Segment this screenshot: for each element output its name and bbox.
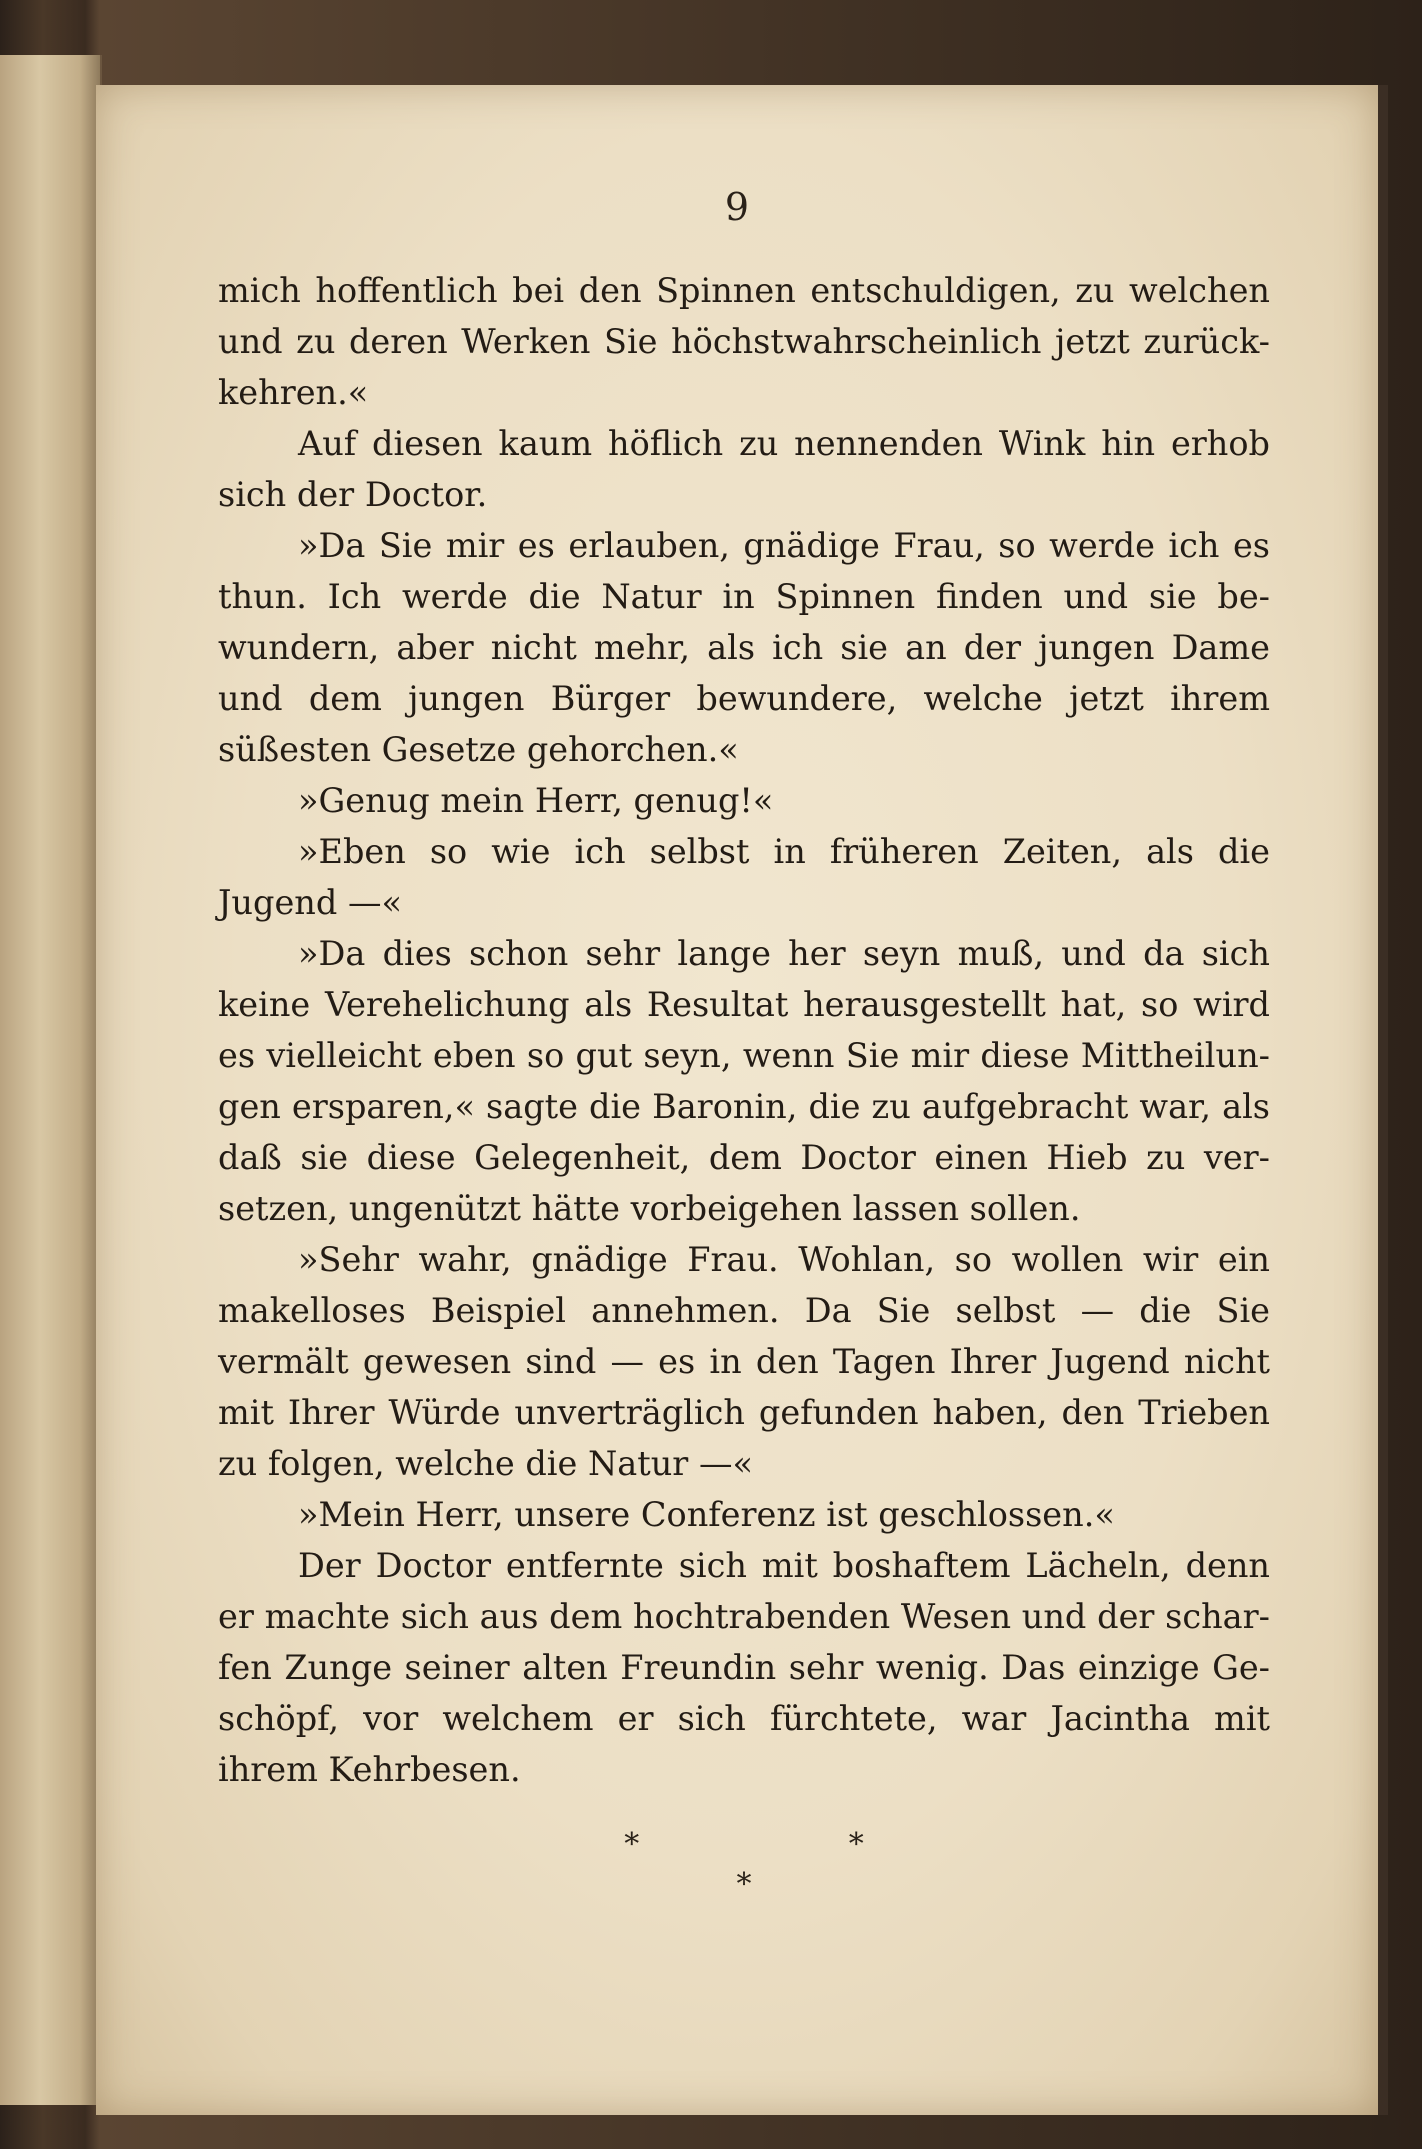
previous-page-edge (0, 55, 102, 2105)
paragraph: »Eben so wie ich selbst in früheren Zeiten, als die Jugend —« (218, 832, 1270, 922)
paragraph: »Da Sie mir es erlauben, gnädige Frau, so werde ich es thun. Ich werde die Natur in Spinnen finden und sie be-wundern, aber nicht mehr, als ich sie an der jungen Dame und dem jungen Bürger bewundere, welche jetzt ihrem süßesten Gesetze gehorchen.« (218, 526, 1270, 769)
section-separator (218, 1825, 1270, 1905)
paragraph: Auf diesen kaum höflich zu nennenden Wink hin erhob sich der Doctor. (218, 424, 1270, 514)
paragraph: »Genug mein Herr, genug!« (298, 781, 774, 820)
paragraph: »Sehr wahr, gnädige Frau. Wohlan, so wollen wir ein makelloses Beispiel annehmen. Da Sie selbst — die Sie vermält gewesen sind — es in den Tagen Ihrer Jugend nicht mit Ihrer Würde unverträglich gefunden haben, den Trieben zu folgen, welche die Natur —« (218, 1240, 1270, 1483)
paragraph: »Mein Herr, unsere Conferenz ist geschlossen.« (298, 1495, 1115, 1534)
book-page (96, 85, 1388, 2115)
paragraph: Der Doctor entfernte sich mit boshaftem Lächeln, denn er machte sich aus dem hochtrabenden Wesen und der schar-fen Zunge seiner alten Freundin sehr wenig. Das einzige Ge-schöpf, vor welchem er sich fürchtete, war Jacintha mit ihrem Kehrbesen. (218, 1546, 1270, 1789)
paragraph: »Da dies schon sehr lange her seyn muß, und da sich keine Verehelichung als Resultat herausgestellt hat, so wird es vielleicht eben so gut seyn, wenn Sie mir diese Mittheilun-gen ersparen,« sagte die Baronin, die zu aufgebracht war, als daß sie diese Gelegenheit, dem Doctor einen Hieb zu ver-setzen, ungenützt hätte vorbeigehen lassen sollen. (218, 934, 1270, 1228)
page-number: 9 (724, 185, 750, 229)
page-text (218, 265, 1270, 1905)
separator-asterisk-bottom: * (736, 1867, 752, 1902)
paragraph: mich hoffentlich bei den Spinnen entschuldigen, zu welchen und zu deren Werken Sie höchstwahrscheinlich jetzt zurück-kehren.« (218, 271, 1270, 412)
separator-asterisks-top: * * (624, 1827, 964, 1862)
